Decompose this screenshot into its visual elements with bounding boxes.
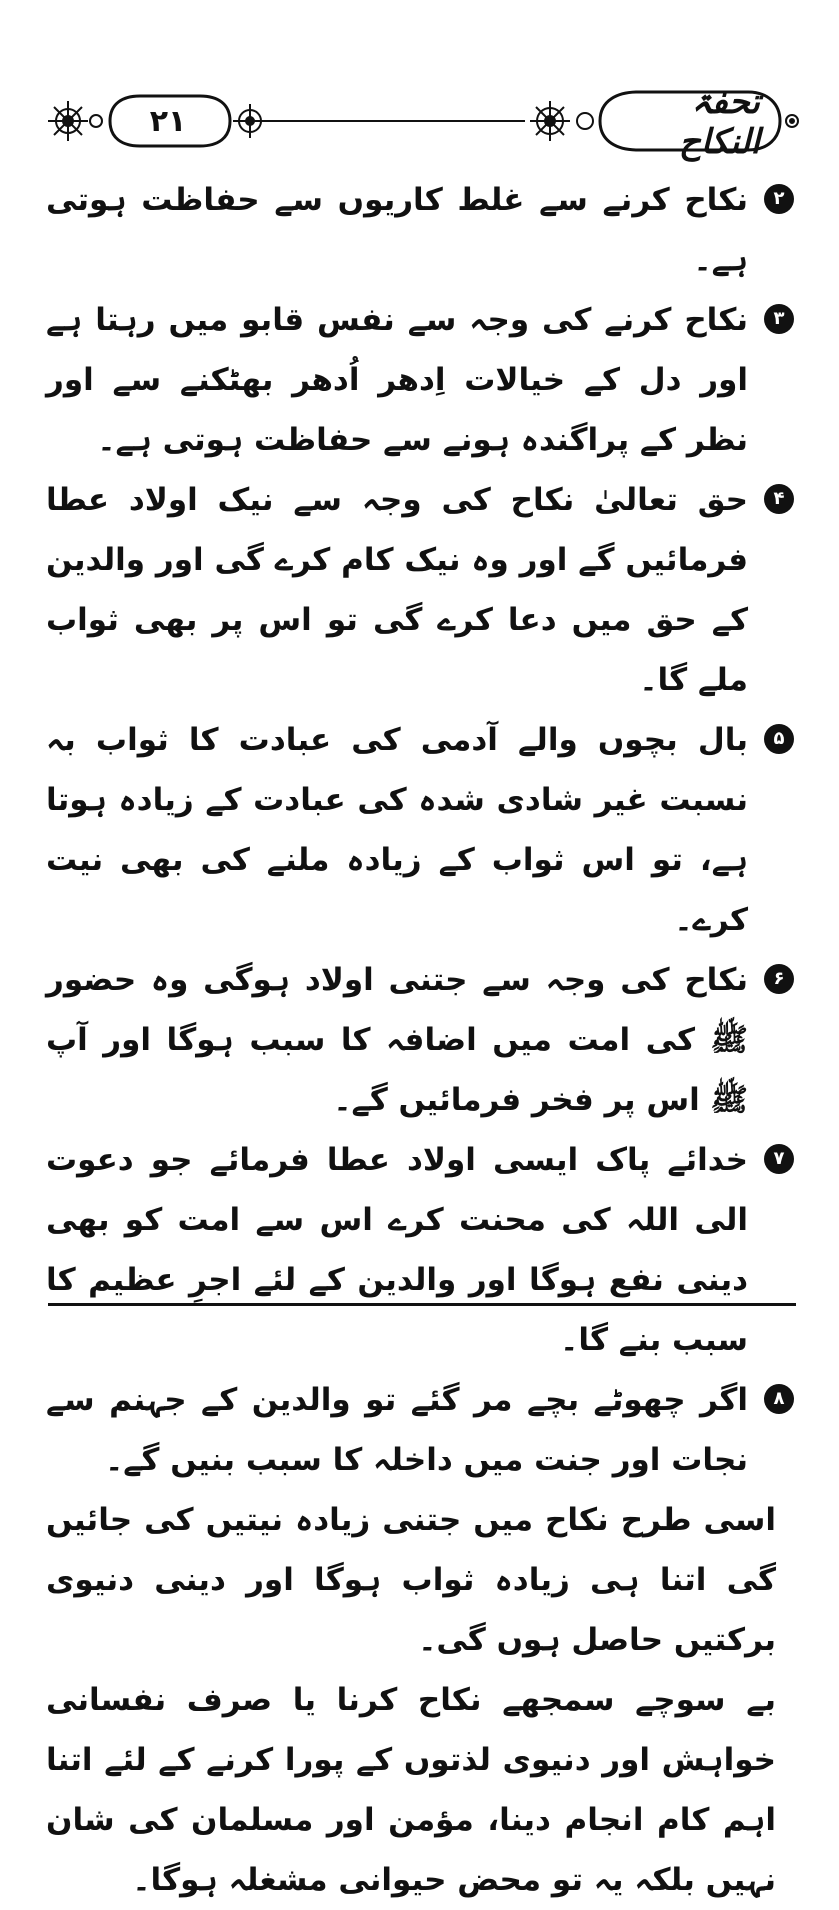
bullet-number: ۸: [764, 1384, 794, 1414]
body-paragraph: اسی طرح نکاح میں جتنی زیادہ نیتیں کی جائیں گی اتنا ہی زیادہ ثواب ہوگا اور دینی دنیوی برکتیں حاصل ہوں گی۔: [46, 1502, 776, 1658]
book-title: تحفۃ النکاح: [678, 81, 760, 162]
page-content: [46, 170, 794, 1910]
list-item-text: بال بچوں والے آدمی کی عبادت کا ثواب بہ نسبت غیر شادی شدہ کی عبادت کے زیادہ ہوتا ہے، تو اس ثواب کے زیادہ ملنے کی بھی نیت کرے۔: [46, 722, 748, 938]
list-item: [46, 1130, 794, 1370]
bullet-number: ۵: [764, 724, 794, 754]
body-paragraph: بے سوچے سمجھے نکاح کرنا یا صرف نفسانی خواہش اور دنیوی لذتوں کے پورا کرنے کے لئے اتنا اہم کام انجام دینا، مؤمن اور مسلمان کی شان نہیں بلکہ یہ تو محض حیوانی مشغلہ ہوگا۔: [46, 1682, 776, 1898]
list-item-text: نکاح کرنے کی وجہ سے نفس قابو میں رہتا ہے اور دل کے خیالات اِدھر اُدھر بھٹکنے سے اور نظر کے پراگندہ ہونے سے حفاظت ہوتی ہے۔: [46, 302, 748, 458]
list-item: [46, 1370, 794, 1490]
list-item-text: خدائے پاک ایسی اولاد عطا فرمائے جو دعوت الی اللہ کی محنت کرے اس سے امت کو بھی دینی نفع ہوگا اور والدین کے لئے اجرِ عظیم کا سبب بنے گا۔: [46, 1142, 748, 1358]
list-item-text: نکاح کرنے سے غلط کاریوں سے حفاظت ہوتی ہے۔: [46, 182, 748, 278]
list-item: [46, 710, 794, 950]
list-item: [46, 290, 794, 470]
bullet-number: ۳: [764, 304, 794, 334]
bullet-number: ۶: [764, 964, 794, 994]
list-item-text: اگر چھوٹے بچے مر گئے تو والدین کے جہنم سے نجات اور جنت میں داخلہ کا سبب بنیں گے۔: [46, 1382, 748, 1478]
bullet-number: ۴: [764, 484, 794, 514]
list-item: [46, 950, 794, 1130]
footer-rule: [48, 1303, 796, 1306]
list-item-text: نکاح کی وجہ سے جتنی اولاد ہوگی وہ حضور ﷺ کی امت میں اضافہ کا سبب ہوگا اور آپ ﷺ اس پر فخر فرمائیں گے۔: [46, 962, 748, 1118]
bullet-number: ۲: [764, 184, 794, 214]
list-item: [46, 470, 794, 710]
bullet-number: ۷: [764, 1144, 794, 1174]
list-item: [46, 170, 794, 290]
page-header: [40, 78, 800, 164]
list-item-text: حق تعالیٰ نکاح کی وجہ سے نیک اولاد عطا فرمائیں گے اور وہ نیک کام کرے گی اور والدین کے حق میں دعا کرے گی تو اس پر بھی ثواب ملے گا۔: [46, 482, 748, 698]
page-number: ۲۱: [149, 103, 187, 139]
